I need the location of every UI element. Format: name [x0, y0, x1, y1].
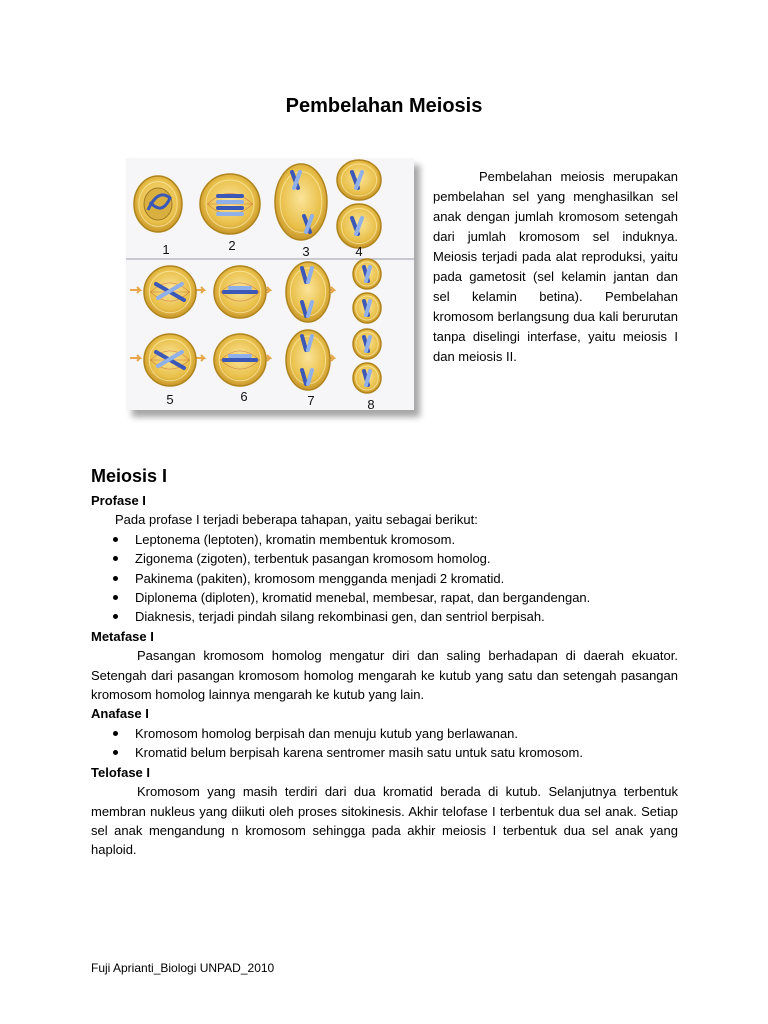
cell	[144, 266, 196, 318]
stage-label: 6	[240, 389, 248, 404]
cell	[214, 266, 266, 318]
cell	[353, 363, 381, 393]
stage-label: 2	[228, 238, 236, 253]
main-content	[91, 463, 678, 860]
profase-intro: Pada profase I terjadi beberapa tahapan, yaitu sebagai berikut:	[115, 512, 478, 528]
stage-label: 4	[355, 244, 363, 259]
subheading-telofase-1: Telofase I	[91, 764, 151, 780]
cell	[144, 334, 196, 386]
page-title: Pembelahan Meiosis	[285, 95, 483, 117]
list-item: Kromatid belum berpisah karena sentromer masih satu untuk satu kromosom.	[135, 743, 678, 762]
list-item: Pakinema (pakiten), kromosom mengganda menjadi 2 kromatid.	[135, 569, 678, 588]
list-item: Diaknesis, terjadi pindah silang rekombinasi gen, dan sentriol berpisah.	[135, 607, 678, 626]
subheading-anafase-1: Anafase I	[91, 706, 149, 722]
metafase-text: Pasangan kromosom homolog mengatur diri dan saling berhadapan di daerah ekuator. Setengah dari pasangan kromosom homolog mengarah ke kutub yang satu dan setengah pasangan kromosom homolog lainnya mengarah ke kutub yang lain.	[91, 648, 678, 703]
cell	[214, 334, 266, 386]
intro-paragraph	[433, 167, 678, 367]
cell	[134, 176, 182, 232]
cell	[337, 160, 381, 200]
cell	[275, 164, 327, 240]
list-item: Zigonema (zigoten), terbentuk pasangan kromosom homolog.	[135, 549, 678, 568]
meiosis-diagram	[126, 158, 414, 410]
telofase-text: Kromosom yang masih terdiri dari dua kromatid berada di kutub. Selanjutnya terbentuk membran nukleus yang diikuti oleh proses sitokinesis. Akhir telofase I terbentuk dua sel anak. Setiap sel anak mengandung n kromosom sehingga pada akhir meiosis I terbentuk dua sel anak yang haploid.	[91, 784, 678, 858]
cell	[200, 174, 260, 234]
subheading-metafase-1: Metafase I	[91, 628, 154, 644]
list-item: Kromosom homolog berpisah dan menuju kutub yang berlawanan.	[135, 724, 678, 743]
cell	[337, 204, 381, 248]
cell-membrane	[275, 164, 327, 240]
cell	[286, 330, 330, 390]
page-footer: Fuji Aprianti_Biologi UNPAD_2010	[91, 961, 275, 975]
subheading-profase-1: Profase I	[91, 493, 146, 508]
list-item: Leptonema (leptoten), kromatin membentuk kromosom.	[135, 530, 678, 549]
stage-label: 3	[302, 244, 310, 259]
section-heading-meiosis-1: Meiosis I	[91, 466, 168, 486]
anafase-list	[91, 724, 678, 763]
stage-label: 1	[162, 242, 170, 257]
list-item: Diplonema (diploten), kromatid menebal, membesar, rapat, dan bergandengan.	[135, 588, 678, 607]
cell	[353, 329, 381, 359]
stage-label: 8	[367, 397, 375, 410]
cell	[353, 259, 381, 289]
cell	[353, 293, 381, 323]
stage-label: 7	[307, 393, 315, 408]
stage-label: 5	[166, 392, 174, 407]
intro-text: Pembelahan meiosis merupakan pembelahan sel yang menghasilkan sel anak dengan jumlah kromosom setengah dari jumlah kromosom sel induknya. Meiosis terjadi pada alat reproduksi, yaitu pada gametosit (sel kelamin jantan dan sel kelamin betina). Pembelahan kromosom berlangsung dua kali berurutan tanpa diselingi interfase, yaitu meiosis I dan meiosis II.	[433, 169, 678, 364]
cell	[286, 262, 330, 322]
profase-list	[91, 530, 678, 627]
